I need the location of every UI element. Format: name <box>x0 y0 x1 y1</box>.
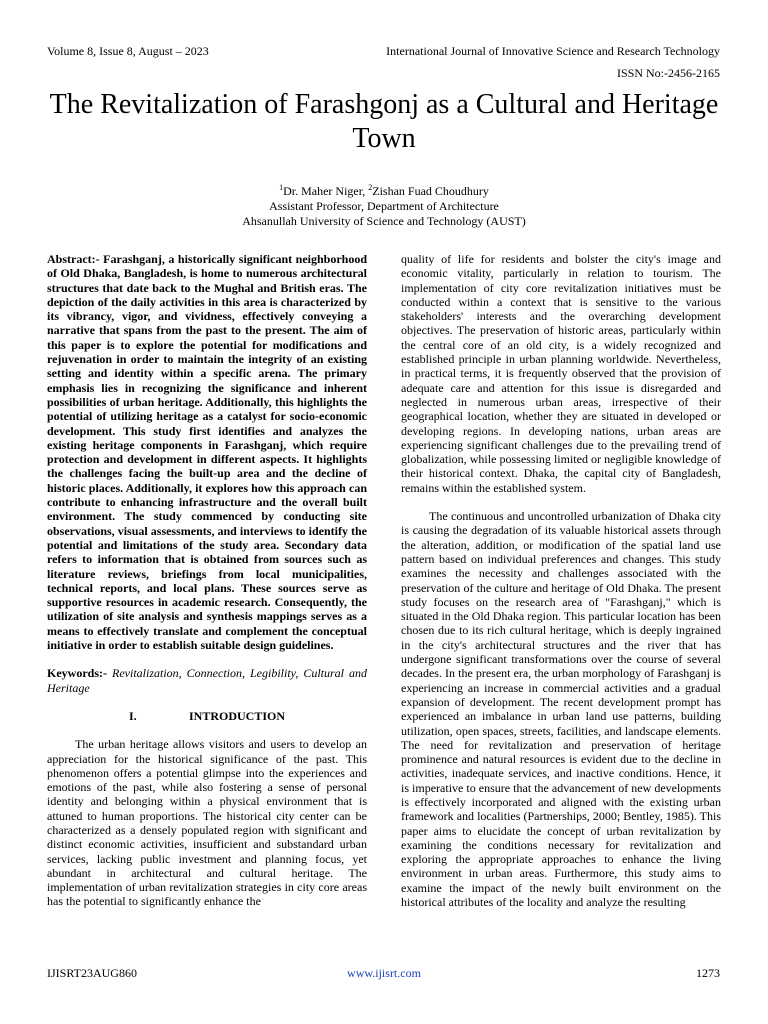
intro-paragraph: The urban heritage allows visitors and users to develop an appreciation for the historical significance of the past. This phenomenon offers a potential glimpse into the experiences and emotions of the past, while also fostering a sense of personal identity and belonging within a physical environment that is attuned to human proportions. The historical city center can be characterized as a densely populated region with significant and distinct economic activities, insufficient and substandard urban services, lacking public investment and planning focus, yet abundant in architectural and cultural heritage. The implementation of urban revitalization strategies in city core areas has the potential to significantly enhance the <box>47 737 367 909</box>
author-affiliation: Ahsanullah University of Science and Technology (AUST) <box>242 214 526 228</box>
body-paragraph-2: The continuous and uncontrolled urbanization of Dhaka city is causing the degradation of its valuable historical assets through the alteration, addition, or modification of the spatial land use pattern based on individual preferences and changes. This study examines the necessity and challenges associated with the preservation of the culture and heritage of Old Dhaka. The present study focuses on the research area of "Farashganj," which is situated in the Old Dhaka region. This particular location has been chosen due to its rich cultural heritage, which is deeply ingrained in the city's architectural structures and the river that has undergone significant transformations over the course of several decades. In the present era, the urban morphology of Farashganj is experiencing an increase in commercial activities and a gradual expansion of development. The recent development prompt has experienced an imbalance in urban land use patterns, building utilization, open spaces, streets, facilities, and landscape elements. The need for revitalization and preservation of heritage prominence and natural resources is evident due to the decline in activities, inadequate services, and inactive conditions. Hence, it is imperative to ensure that the advancement of new developments is effectively incorporated and aligned with the existing urban framework and localities (Partnerships, 2000; Bentley, 1985). This paper aims to elucidate the concept of urban revitalization by examining the conditions necessary for revitalization and exploring the appropriate approaches to enhance the living environment in urban areas. Furthermore, this study aims to examine the impact of the newly built environment on the historical attributes of the locality and analyze the resulting <box>401 509 721 910</box>
page-number: 1273 <box>696 966 720 980</box>
journal-website-link[interactable]: www.ijisrt.com <box>347 966 421 980</box>
author1-affil-mark: 1 <box>279 183 284 192</box>
section-heading <box>47 709 367 723</box>
author-position: Assistant Professor, Department of Architecture <box>269 199 499 213</box>
author2-affil-mark: 2 <box>368 183 373 192</box>
author-block <box>47 180 721 229</box>
keywords-text: Revitalization, Connection, Legibility, Cultural and Heritage <box>47 666 367 695</box>
author1-name: Dr. Maher Niger, <box>283 184 369 198</box>
journal-issn: ISSN No:-2456-2165 <box>616 66 720 80</box>
journal-volume: Volume 8, Issue 8, August – 2023 <box>47 44 209 58</box>
author-names <box>47 180 721 199</box>
keywords <box>47 666 367 695</box>
section-title: INTRODUCTION <box>188 708 285 723</box>
body-paragraph-1: quality of life for residents and bolster the city's image and economic vitality, particularly in relation to tourism. The implementation of city core revitalization initiatives must be conducted within a context that is sensitive to the various stakeholders' interests and the overarching development objectives. The preservation of historic areas, particularly within the central core of an old city, is a widely recognized and established principle in urban planning worldwide. Nevertheless, in practical terms, it is frequently observed that the provision of adequate care and attention for this issue is disregarded and neglected in numerous urban areas, irrespective of their geographical location, whether they are situated in developed or developing regions. In developing nations, urban areas are experiencing significant challenges due to the prevailing trend of globalization, while possessing limited or negligible knowledge of their historical context. Dhaka, the capital city of Bangladesh, remains within the established system. <box>401 252 721 495</box>
paper-title: The Revitalization of Farashgonj as a Cultural and Heritage Town <box>49 89 719 154</box>
abstract: Abstract:- Farashganj, a historically significant neighborhood of Old Dhaka, Bangladesh, is home to numerous architectural structures that date back to the Mughal and British eras. The depiction of the daily activities in this area is characterized by its vibrancy, vigor, and vividness, effectively conveying a narrative that spans from the past to the present. The aim of this paper is to explore the potential for modifications and rejuvenation in order to maintain the integrity of an existing setting and identity within a specific arena. The primary emphasis lies in recognizing the significance and inherent possibilities of urban heritage. Additionally, this highlights the potential of utilizing heritage as a catalyst for socio-economic development. This study first identifies and analyzes the existing heritage components in Farashganj, which require protection and development in different aspects. It highlights the challenges facing the built-up area and the decline of historic places. Additionally, it explores how this approach can contribute to enhancing infrastructure and the overall built environment. The study commenced by conducting site observations, visual assessments, and interviews to identify the potential and limitations of the study area. Secondary data refers to information that is obtained from sources such as literature reviews, briefings from local municipalities, technical reports, and local plans. These sources serve as supportive resources in academic research. Consequently, the utilization of site analysis and synthesis mappings serves as a means to effectively translate and complement the conceptual initiative in order to establish suitable design guidelines. <box>47 252 367 653</box>
paper-id: IJISRT23AUG860 <box>47 966 137 980</box>
left-column <box>47 252 367 909</box>
author2-name: Zishan Fuad Choudhury <box>372 184 489 198</box>
section-number: I. <box>128 708 137 723</box>
journal-name: International Journal of Innovative Science and Research Technology <box>386 44 720 58</box>
right-column <box>401 252 721 909</box>
keywords-label: Keywords:- <box>47 666 112 681</box>
